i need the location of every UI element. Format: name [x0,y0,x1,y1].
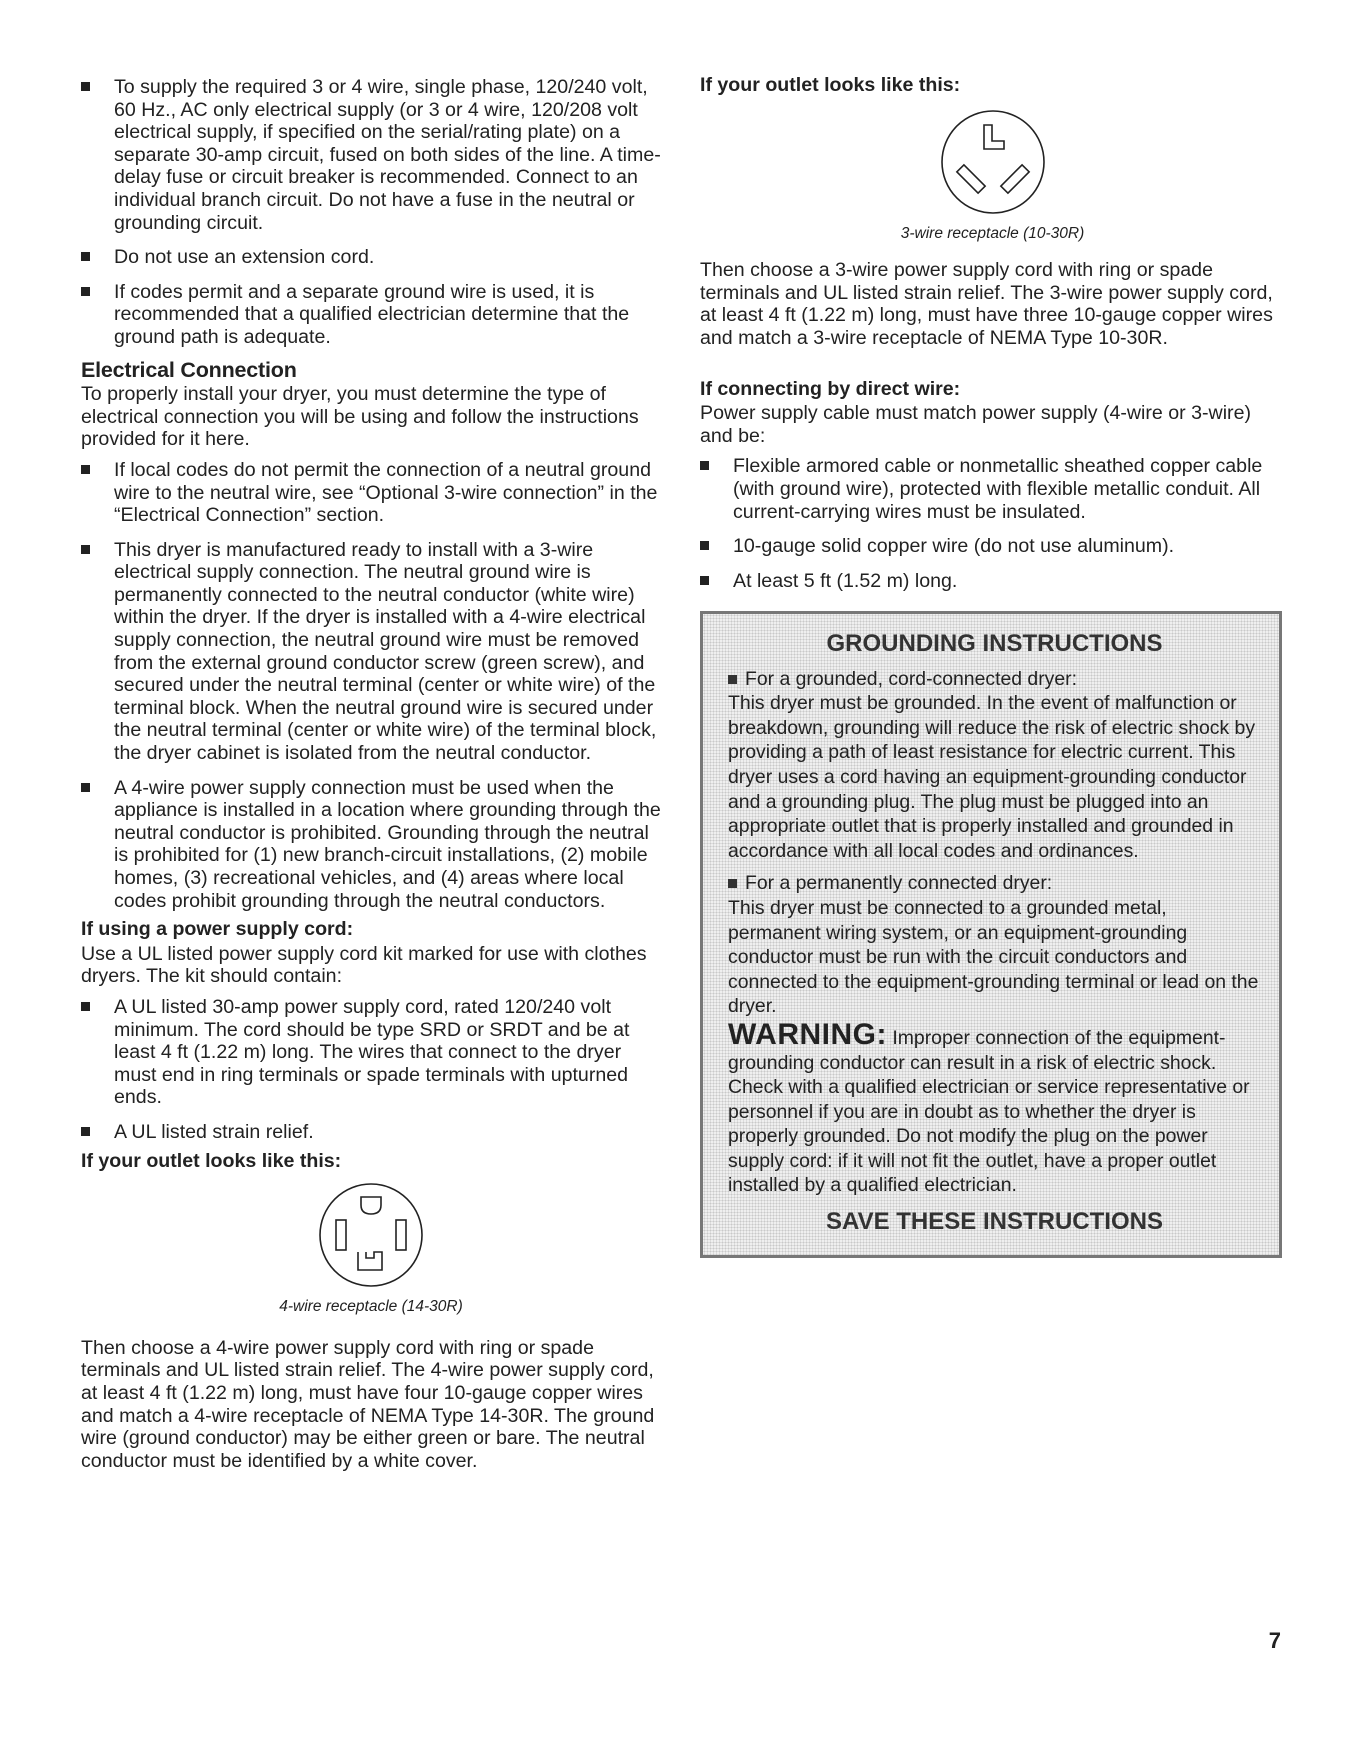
bullet-icon [81,1127,90,1136]
warning-text: Improper connection of the equipment-grounding conductor can result in a risk of electric shock. Check with a qualified electrician or service representative or personnel if you are in doubt as to whether the dryer is properly grounded. Do not modify the plug on the power supply cord: if it will not fit the outlet, have a proper outlet installed by a qualified electrician. [728,1026,1250,1197]
grounding-item-label: For a grounded, cord-connected dryer: [728,667,1261,692]
bullet-icon [81,252,90,261]
bullet-icon [728,675,737,684]
requirements-list [81,76,661,349]
bullet-icon [81,82,90,91]
list-item: A 4-wire power supply connection must be used when the appliance is installed in a location where grounding through the neutral conductor is prohibited. Grounding through the neutral is prohibited for (1) new branch-circuit installations, (2) mobile homes, (3) recreational vehicles, and (4) areas where local codes prohibit grounding through the neutral conductors. [81,777,661,913]
bullet-icon [700,541,709,550]
direct-wire-list [700,455,1285,592]
bullet-icon [728,879,737,888]
list-item: 10-gauge solid copper wire (do not use aluminum). [700,535,1285,558]
list-item: To supply the required 3 or 4 wire, single phase, 120/240 volt, 60 Hz., AC only electrical supply (or 3 or 4 wire, 120/208 volt electrical supply, if specified on the serial/rating plate) on a separate 30-amp circuit, fused on both sides of the line. A time-delay fuse or circuit breaker is recommended. Connect to an individual branch circuit. Do not have a fuse in the neutral or grounding circuit. [81,76,661,234]
list-item: A UL listed 30-amp power supply cord, rated 120/240 volt minimum. The cord should be type SRD or SRDT and be at least 4 ft (1.22 m) long. The wires that connect to the dryer must end in ring terminals or spade terminals with upturned ends. [81,996,661,1109]
figure-caption: 3-wire receptacle (10-30R) [900,224,1085,242]
receptacle-3-wire-figure [700,107,1285,246]
list-item: A UL listed strain relief. [81,1121,661,1144]
subheading-outlet-4-wire: If your outlet looks like this: [81,1149,342,1172]
subheading-outlet-3-wire: If your outlet looks like this: [700,74,961,96]
left-column [81,0,661,1472]
page-number: 7 [1268,1628,1281,1653]
bullet-icon [81,545,90,554]
list-item: At least 5 ft (1.52 m) long. [700,570,1285,593]
receptacle-4-wire-icon [316,1180,426,1290]
list-item: If local codes do not permit the connection of a neutral ground wire to the neutral wire, see “Optional 3-wire connection” in the “Electrical Connection” section. [81,459,661,527]
grounding-item-text: This dryer must be connected to a grounded metal, permanent wiring system, or an equipment-grounding conductor must be run with the circuit conductors and connected to the equipment-grounding terminal or lead on the dryer. [728,896,1259,1018]
electrical-list [81,459,661,912]
outlet-4-wire-text: Then choose a 4-wire power supply cord with ring or spade terminals and UL listed strain relief. The 4-wire power supply cord, at least 4 ft (1.22 m) long, must have four 10-gauge copper wires and match a 4-wire receptacle of NEMA Type 14-30R. The ground wire (ground conductor) may be either green or bare. The neutral conductor must be identified by a white cover. [81,1336,655,1472]
outlet-3-wire-text: Then choose a 3-wire power supply cord with ring or spade terminals and UL listed strain relief. The 3-wire power supply cord, at least 4 ft (1.22 m) long, must have three 10-gauge copper wires and match a 3-wire receptacle of NEMA Type 10-30R. [700,259,1273,349]
list-item: Do not use an extension cord. [81,246,661,269]
grounding-instructions-box [700,611,1282,1258]
bullet-icon [81,783,90,792]
list-item: If codes permit and a separate ground wire is used, it is recommended that a qualified electrician determine that the ground path is adequate. [81,281,661,349]
save-instructions-footer: SAVE THESE INSTRUCTIONS [826,1208,1163,1236]
figure-caption: 4-wire receptacle (14-30R) [279,1298,463,1316]
bullet-icon [81,465,90,474]
section-heading-electrical-connection: Electrical Connection [81,357,297,382]
bullet-icon [700,576,709,585]
cord-list [81,996,661,1144]
subheading-direct-wire: If connecting by direct wire: [700,377,961,400]
electrical-intro: To properly install your dryer, you must determine the type of electrical connection you will be using and follow the instructions provided for it here. [81,383,639,451]
list-item: This dryer is manufactured ready to install with a 3-wire electrical supply connection. The neutral ground wire is permanently connected to the neutral conductor (white wire) within the dryer. If the dryer is installed with a 4-wire electrical supply connection, the neutral ground wire must be removed from the external ground conductor screw (green screw), and secured under the neutral terminal (center or white wire) of the terminal block. When the neutral ground wire is secured under the neutral terminal (center or white wire) of the terminal block, the dryer cabinet is isolated from the neutral conductor. [81,539,661,765]
warning-paragraph [728,1017,1261,1198]
grounding-item-text: This dryer must be grounded. In the event of malfunction or breakdown, grounding will reduce the risk of electric shock by providing a path of least resistance for electric current. This dryer uses a cord having an equipment-grounding conductor and a grounding plug. The plug must be plugged into an appropriate outlet that is properly installed and grounded in accordance with all local codes and ordinances. [728,692,1256,862]
cord-intro: Use a UL listed power supply cord kit marked for use with clothes dryers. The kit should contain: [81,942,647,988]
receptacle-4-wire-figure [81,1180,661,1319]
grounding-item-label: For a permanently connected dryer: [728,871,1261,896]
receptacle-3-wire-icon [938,107,1048,217]
bullet-icon [81,1002,90,1011]
bullet-icon [81,287,90,296]
subheading-power-supply-cord: If using a power supply cord: [81,918,354,941]
bullet-icon [700,461,709,470]
warning-label: WARNING: [728,1017,887,1051]
list-item: Flexible armored cable or nonmetallic sheathed copper cable (with ground wire), protected with flexible metallic conduit. All current-carrying wires must be insulated. [700,455,1285,523]
right-column [700,0,1285,604]
grounding-title: GROUNDING INSTRUCTIONS [826,630,1163,657]
direct-intro: Power supply cable must match power supply (4-wire or 3-wire) and be: [700,402,1251,447]
